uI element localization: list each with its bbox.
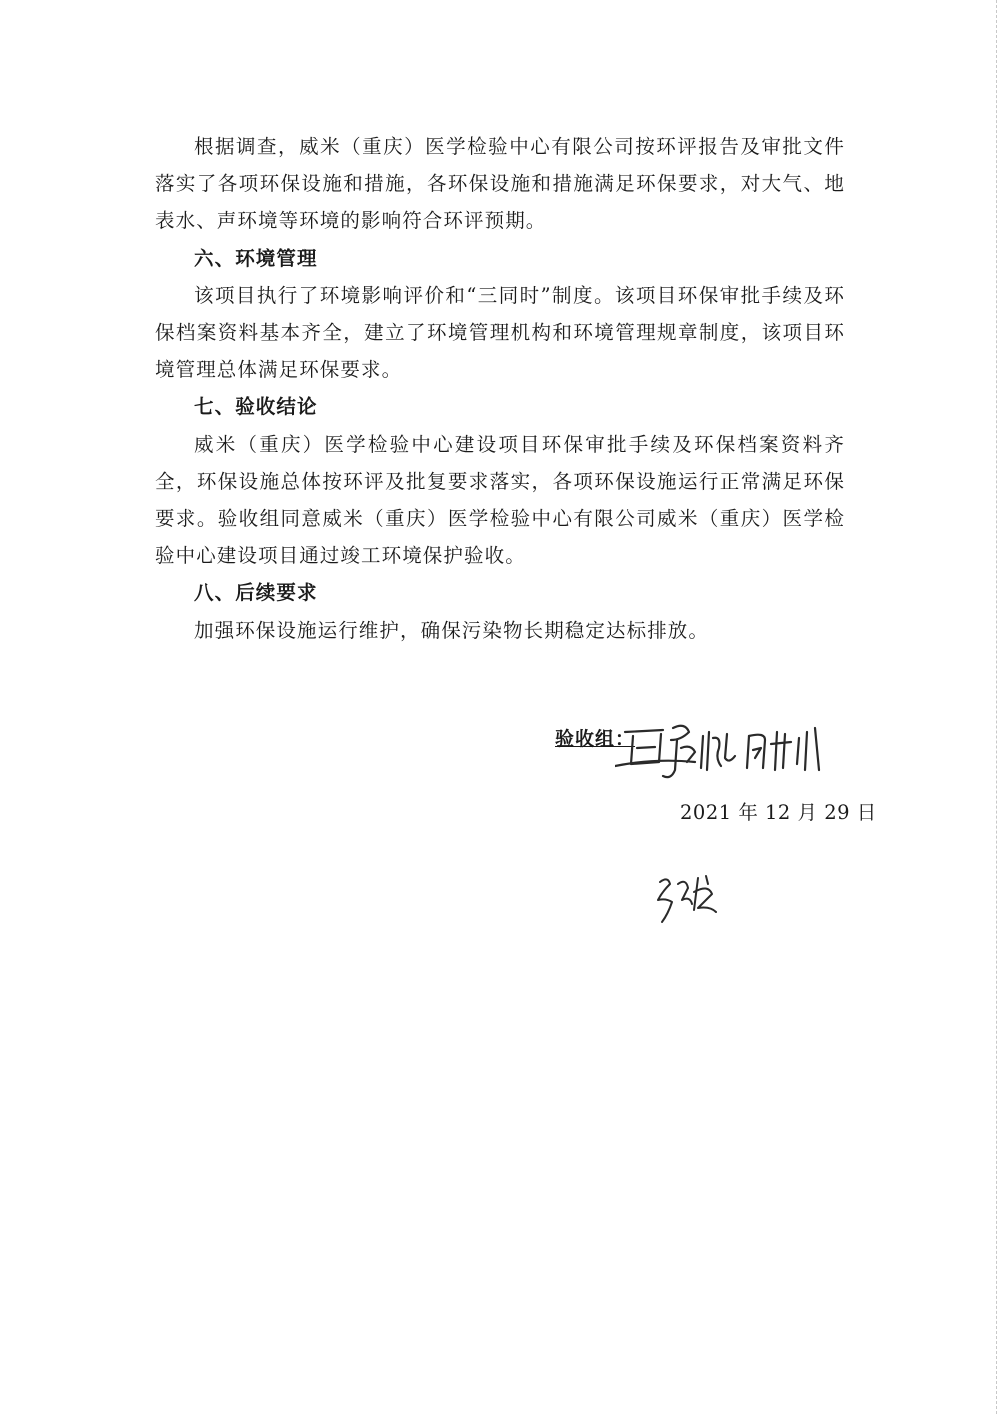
- section-environment-management-paragraph: 该项目执行了环境影响评价和“三同时”制度。该项目环保审批手续及环保档案资料基本齐全，建立了环境管理机构和环境管理规章制度，该项目环境管理总体满足环保要求。: [155, 283, 845, 382]
- section-heading-environment-management: 六、环境管理: [194, 246, 318, 270]
- section-follow-up-paragraph: 加强环保设施运行维护，确保污染物长期稳定达标排放。: [194, 618, 710, 642]
- section-heading-acceptance-conclusion: 七、验收结论: [194, 395, 318, 419]
- signature-date: 2021 年 12 月 29 日: [680, 801, 877, 824]
- signature-label: 验收组：: [555, 728, 636, 750]
- section-intro-paragraph: 根据调查，威米（重庆）医学检验中心有限公司按环评报告及审批文件落实了各项环保设施和措施，各环保设施和措施满足环保要求，对大气、地表水、声环境等环境的影响符合环评预期。: [155, 135, 845, 233]
- handwritten-signature-icon: [615, 718, 855, 788]
- section-heading-follow-up: 八、后续要求: [194, 581, 318, 605]
- section-acceptance-conclusion-paragraph: 威米（重庆）医学检验中心建设项目环保审批手续及环保档案资料齐全，环保设施总体按环评及批复要求落实，各项环保设施运行正常满足环保要求。验收组同意威米（重庆）医学检验中心有限公司威米（重庆）医学检验中心建设项目通过竣工环境保护验收。: [155, 432, 845, 568]
- signature-block: [555, 718, 855, 788]
- second-handwritten-signature-icon: [650, 870, 730, 930]
- document-body: [155, 128, 845, 649]
- scan-edge-line: [996, 0, 997, 1414]
